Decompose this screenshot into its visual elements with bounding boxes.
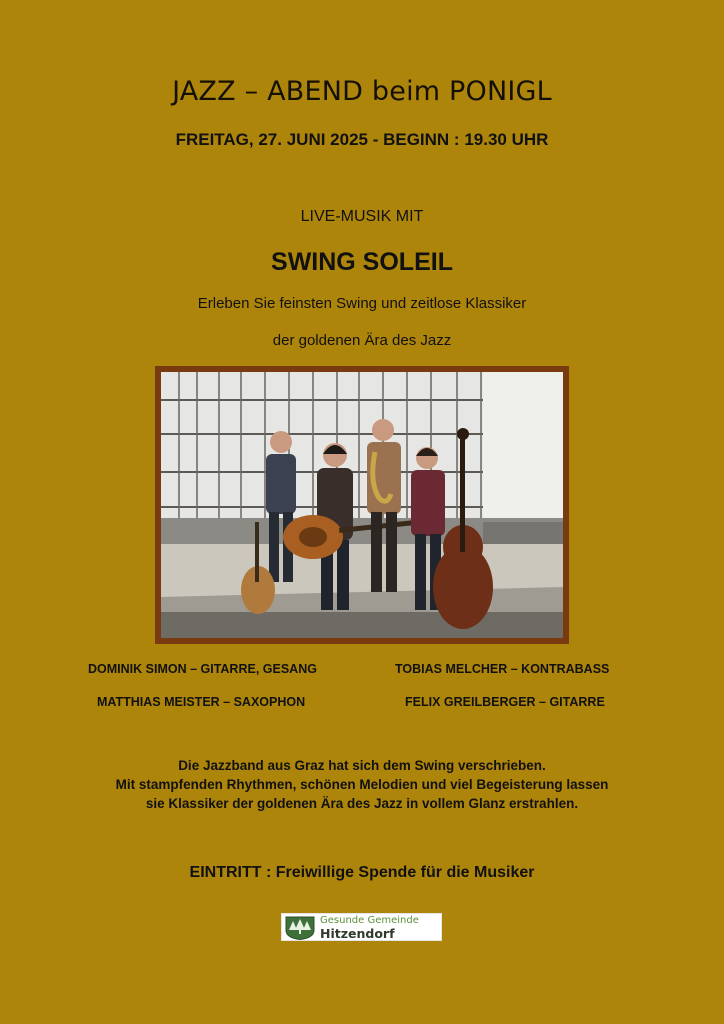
- tagline-line-2: der goldenen Ära des Jazz: [272, 332, 452, 349]
- description-line-3: sie Klassiker der goldenen Ära des Jazz in vollem Glanz erstrahlen.: [145, 796, 579, 811]
- member-tobias-melcher: TOBIAS MELCHER – KONTRABASS: [395, 662, 610, 676]
- band-photo-frame: [155, 366, 569, 644]
- member-dominik-simon: DOMINIK SIMON – GITARRE, GESANG: [88, 662, 317, 676]
- logo-line-1: Gesunde Gemeinde: [320, 915, 419, 926]
- event-date-time: FREITAG, 27. JUNI 2025 - BEGINN : 19.30 UHR: [175, 130, 549, 149]
- band-description: [0, 756, 724, 813]
- description-line-2: Mit stampfenden Rhythmen, schönen Melodien und viel Begeisterung lassen: [115, 777, 609, 792]
- member-felix-greilberger: FELIX GREILBERGER – GITARRE: [405, 695, 605, 709]
- live-music-intro: LIVE-MUSIK MIT: [300, 208, 424, 225]
- band-photo-illustration: [161, 372, 563, 638]
- band-name: SWING SOLEIL: [271, 248, 453, 276]
- description-line-1: Die Jazzband aus Graz hat sich dem Swing verschrieben.: [178, 758, 546, 773]
- entry-fee-info: EINTRITT : Freiwillige Spende für die Musiker: [189, 864, 535, 881]
- logo-line-2: Hitzendorf: [320, 926, 395, 941]
- tagline-line-1: Erleben Sie feinsten Swing und zeitlose Klassiker: [197, 295, 527, 312]
- gesunde-gemeinde-logo: [281, 913, 442, 941]
- member-matthias-meister: MATTHIAS MEISTER – SAXOPHON: [97, 695, 306, 709]
- tree-emblem-icon: [285, 916, 315, 940]
- poster-title: JAZZ – ABEND beim PONIGL: [172, 76, 552, 107]
- band-photo: [161, 372, 563, 638]
